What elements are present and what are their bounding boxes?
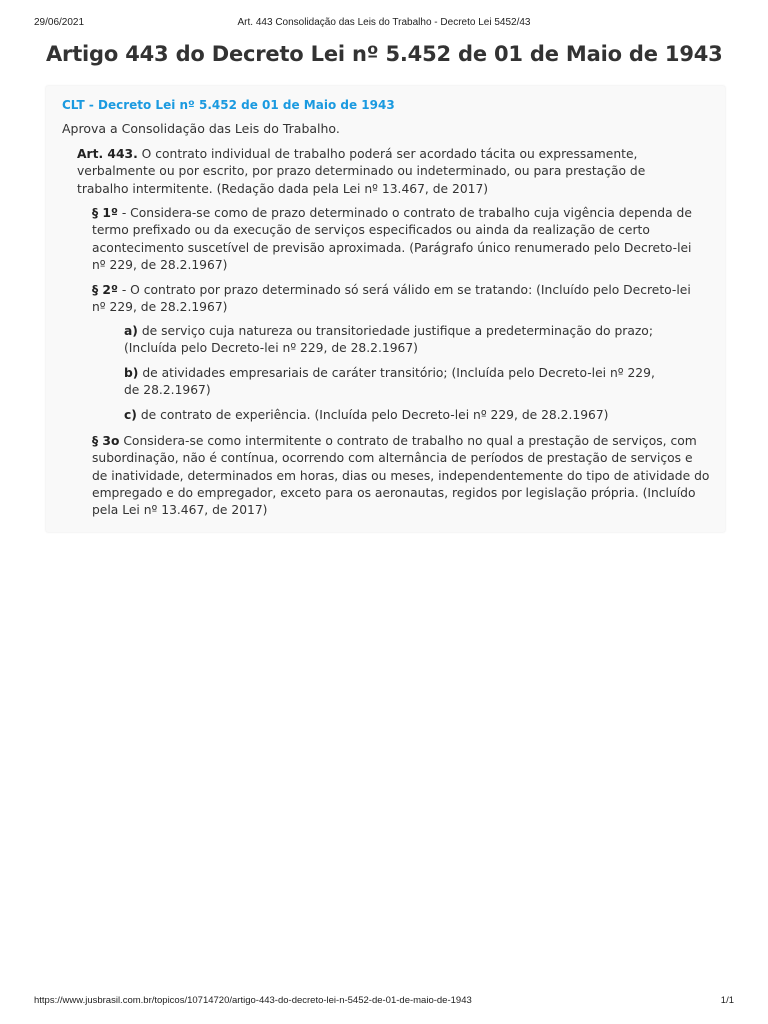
paragraph-3 — [92, 433, 710, 519]
paragraph-2 — [92, 282, 697, 317]
paragraph-2-text: - O contrato por prazo determinado só será válido em se tratando: (Incluído pelo Decreto-lei nº 229, de 28.2.1967) — [92, 283, 691, 315]
item-a-text: de serviço cuja natureza ou transitoriedade justifique a predeterminação do prazo; (Incluída pelo Decreto-lei nº 229, de 28.2.1967) — [124, 324, 653, 356]
item-c — [124, 407, 694, 424]
item-b — [124, 365, 664, 400]
law-link[interactable]: CLT - Decreto Lei nº 5.452 de 01 de Maio de 1943 — [62, 98, 395, 112]
item-a — [124, 323, 694, 358]
item-c-label: c) — [124, 408, 137, 422]
paragraph-1-text: - Considera-se como de prazo determinado o contrato de trabalho cuja vigência dependa de termo prefixado ou da execução de serviços especificados ou ainda da realização de certo acontecimento suscetível de previsão aproximada. (Parágrafo único renumerado pelo Decreto-lei nº 229, de 28.2.1967) — [92, 206, 692, 272]
article-label: Art. 443. — [77, 147, 138, 161]
item-b-label: b) — [124, 366, 139, 380]
item-b-text: de atividades empresariais de caráter transitório; (Incluída pelo Decreto-lei nº 229, de 28.2.1967) — [124, 366, 655, 398]
law-description: Aprova a Consolidação das Leis do Trabalho. — [62, 121, 340, 136]
print-date: 29/06/2021 — [34, 17, 85, 28]
paragraph-2-label: § 2º — [92, 283, 118, 297]
paragraph-1-label: § 1º — [92, 206, 118, 220]
print-page-title: Art. 443 Consolidação das Leis do Trabalho - Decreto Lei 5452/43 — [237, 17, 531, 28]
item-c-text: de contrato de experiência. (Incluída pelo Decreto-lei nº 229, de 28.2.1967) — [136, 408, 609, 422]
page-number: 1/1 — [720, 995, 734, 1006]
article-text: O contrato individual de trabalho poderá ser acordado tácita ou expressamente, verbalmente ou por escrito, por prazo determinado ou indeterminado, ou para prestação de trabalho intermitente. (Redação dada pela Lei nº 13.467, de 2017) — [77, 147, 646, 196]
item-a-label: a) — [124, 324, 138, 338]
source-url: https://www.jusbrasil.com.br/topicos/10714720/artigo-443-do-decreto-lei-n-5452-de-01-de-maio-de-1943 — [34, 995, 472, 1006]
paragraph-3-label: § 3o — [92, 434, 120, 448]
paragraph-3-text: Considera-se como intermitente o contrato de trabalho no qual a prestação de serviços, com subordinação, não é contínua, ocorrendo com alternância de períodos de prestação de serviços e de inatividade, determinados em horas, dias ou meses, independentemente do tipo de atividade do empregado e do empregador, exceto para os aeronautas, regidos por legislação própria. (Incluído pela Lei nº 13.467, de 2017) — [92, 434, 710, 518]
article-443 — [77, 146, 697, 198]
paragraph-1 — [92, 205, 697, 274]
page-title: Artigo 443 do Decreto Lei nº 5.452 de 01 de Maio de 1943 — [46, 42, 723, 66]
